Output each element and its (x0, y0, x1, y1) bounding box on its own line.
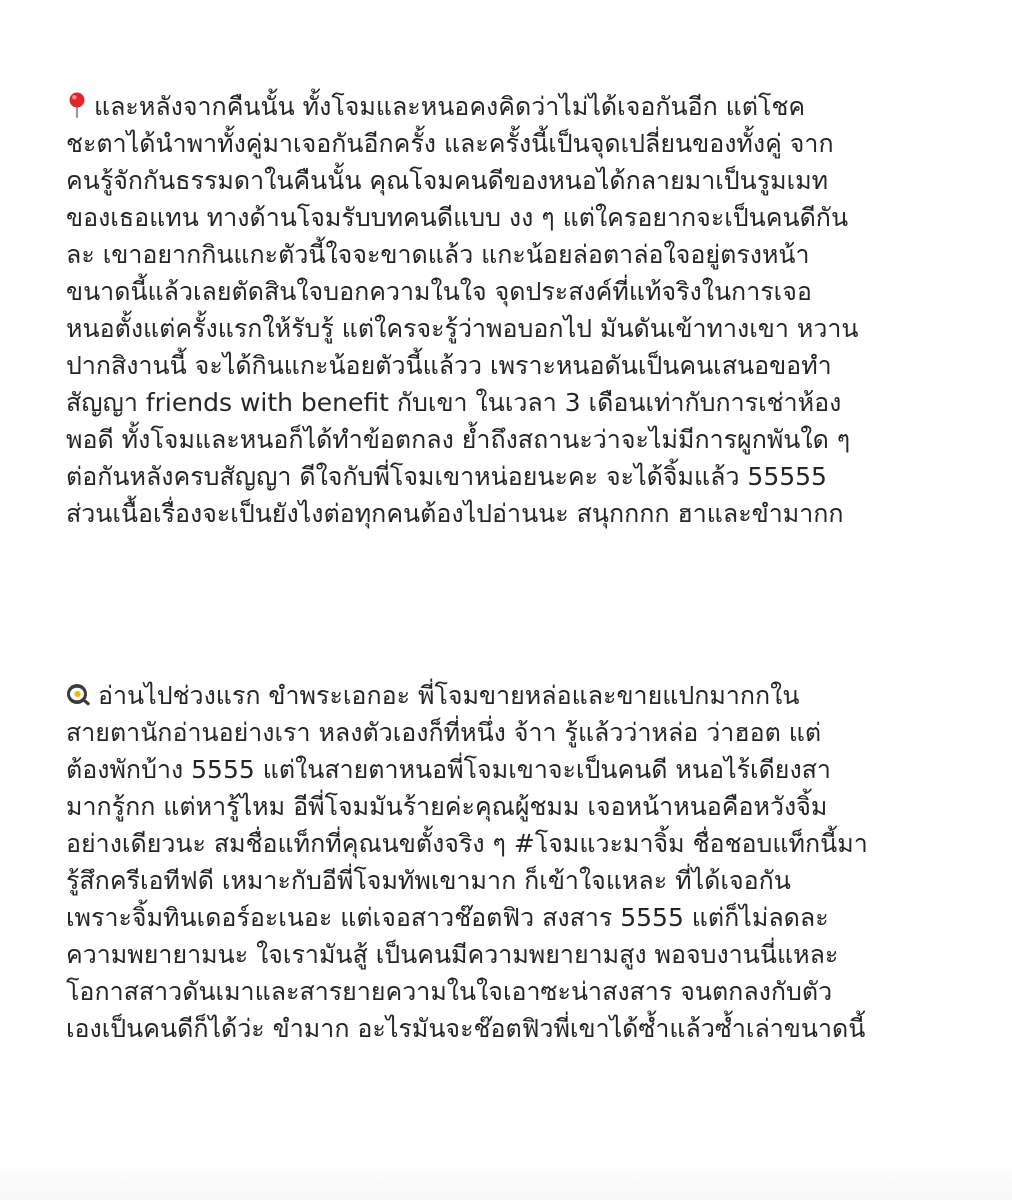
text-line: โอกาสสาวดันเมาและสารยายความในใจเอาซะน่าสงสาร จนตกลงกับตัว (66, 977, 833, 1006)
text-line (66, 677, 956, 714)
text-line: สายตานักอ่านอย่างเรา หลงตัวเองก็ที่หนึ่ง จ้าา รู้แล้วว่าหล่อ ว่าฮอต แต่ (66, 718, 822, 747)
text-line: ความพยายามนะ ใจเรามันสู้ เป็นคนมีความพยายามสูง พอจบงานนี่แหละ (66, 940, 839, 969)
bottom-edge-shade (0, 1164, 1012, 1200)
text-line (66, 88, 956, 125)
text-line: ของเธอแทน ทางด้านโจมรับบทคนดีแบบ งง ๆ แต่ใครอยากจะเป็นคนดีกัน (66, 203, 849, 232)
text-line: ต่อกันหลังครบสัญญา ดีใจกับพี่โจมเขาหน่อยนะคะ จะได้จิ้มแล้ว 55555 (66, 462, 827, 491)
text-line: ขนาดนี้แล้วเลยตัดสินใจบอกความในใจ จุดประสงค์ที่แท้จริงในการเจอ (66, 277, 812, 306)
text-line: คนรู้จักกันธรรมดาในคืนนั้น คุณโจมคนดีของหนอได้กลายมาเป็นรูมเมท (66, 166, 829, 195)
text-line: เพราะจิ้มทินเดอร์อะเนอะ แต่เจอสาวช๊อตฟิว สงสาร 5555 แต่ก็ไม่ลดละ (66, 903, 829, 932)
text-line: เองเป็นคนดีก็ได้ว่ะ ขำมาก อะไรมันจะช๊อตฟิวพี่เขาได้ซ้ำแล้วซ้ำเล่าขนาดนี้ (66, 1014, 866, 1043)
text-line: สัญญา friends with benefit กับเขา ในเวลา 3 เดือนเท่ากับการเช่าห้อง (66, 388, 842, 417)
line-text: อ่านไปช่วงแรก ขำพระเอกอะ พี่โจมขายหล่อและขายแปกมากกใน (98, 681, 800, 710)
text-line: รู้สึกครีเอทีฟดี เหมาะกับอีพี่โจมทัพเขามาก ก็เข้าใจแหละ ที่ได้เจอกัน (66, 866, 791, 895)
text-line: ชะตาได้นำพาทั้งคู่มาเจอกันอีกครั้ง และครั้งนี้เป็นจุดเปลี่ยนของทั้งคู่ จาก (66, 129, 834, 158)
text-line: ส่วนเนื้อเรื่องจะเป็นยังไงต่อทุกคนต้องไปอ่านนะ สนุกกกก ฮาและขำมากก (66, 499, 844, 528)
text-line: ต้องพักบ้าง 5555 แต่ในสายตาหนอพี่โจมเขาจะเป็นคนดี หนอไร้เดียงสา (66, 755, 831, 784)
text-line: ปากสิงานนี้ จะได้กินแกะน้อยตัวนี้แล้วว เพราะหนอดันเป็นคนเสนอขอทำ (66, 351, 832, 380)
text-line: หนอตั้งแต่ครั้งแรกให้รับรู้ แต่ใครจะรู้ว่าพอบอกไป มันดันเข้าทางเขา หวาน (66, 314, 859, 343)
text-line: อย่างเดียวนะ สมชื่อแท็กที่คุณนขตั้งจริง ๆ #โจมแวะมาจิ้ม ชื่อชอบแท็กนี้มา (66, 829, 868, 858)
paragraph-review (66, 677, 956, 1047)
line-text: และหลังจากคืนนั้น ทั้งโจมและหนอคงคิดว่าไม่ได้เจอกันอีก แต่โชค (94, 92, 806, 121)
text-line: มากรู้กก แต่หารู้ไหม อีพี่โจมมันร้ายค่ะคุณผู้ชมม เจอหน้าหนอคือหวังจิ้ม (66, 792, 828, 821)
text-line: พอดี ทั้งโจมและหนอก็ได้ทำข้อตกลง ย้ำถึงสถานะว่าจะไม่มีการผูกพันใด ๆ (66, 425, 851, 454)
round-pushpin-icon (66, 92, 88, 118)
paragraph-plot-summary (66, 88, 956, 532)
cooking-pan-egg-icon (66, 681, 92, 707)
text-line: ละ เขาอยากกินแกะตัวนี้ใจจะขาดแล้ว แกะน้อยล่อตาล่อใจอยู่ตรงหน้า (66, 240, 810, 269)
